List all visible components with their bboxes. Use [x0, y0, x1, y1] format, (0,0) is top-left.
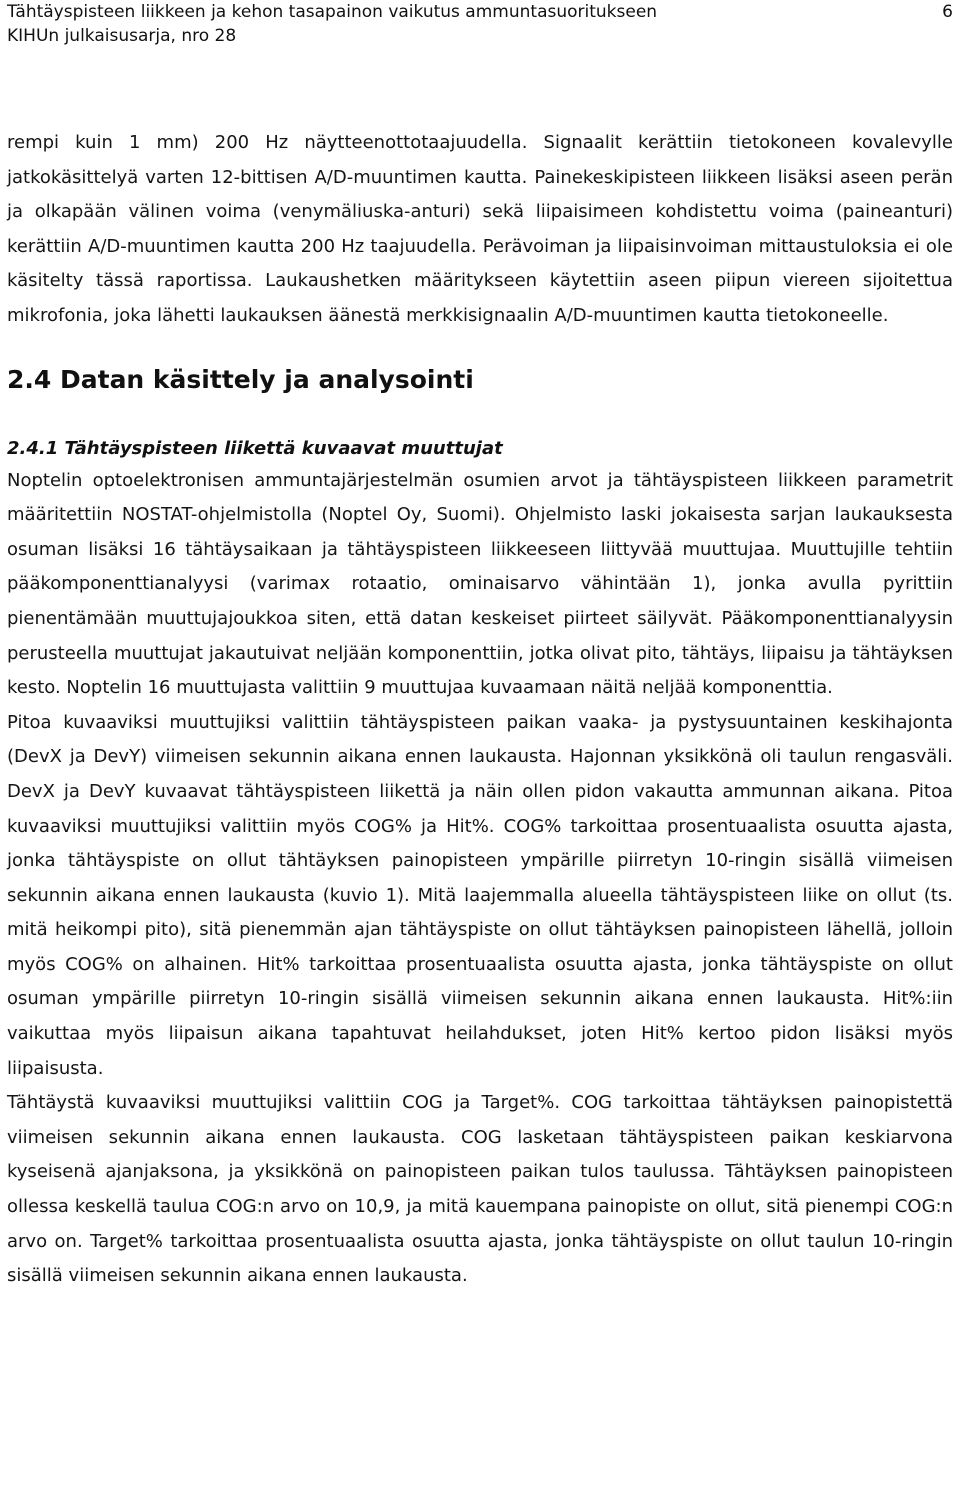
page-body [7, 126, 953, 1294]
document-title: Tähtäyspisteen liikkeen ja kehon tasapainon vaikutus ammuntasuoritukseen [7, 2, 658, 22]
page-number: 6 [942, 2, 953, 22]
paragraph-pito: Pitoa kuvaaviksi muuttujiksi valittiin tähtäyspisteen paikan vaaka- ja pystysuuntainen keskihajonta (DevX ja DevY) viimeisen sekunnin aikana ennen laukausta. Hajonnan yksikkönä oli taulun rengasväli. DevX ja DevY kuvaavat tähtäyspisteen liikettä ja näin ollen pidon vakautta ammunnan aikana. Pitoa kuvaaviksi muuttujiksi valittiin myös COG% ja Hit%. COG% tarkoittaa prosentuaalista osuutta ajasta, jonka tähtäyspiste on ollut tähtäyksen painopisteen ympärille piirretyn 10-ringin sisällä viimeisen sekunnin aikana ennen laukausta (kuvio 1). Mitä laajemmalla alueella tähtäyspisteen liike on ollut (ts. mitä heikompi pito), sitä pienemmän ajan tähtäyspiste on ollut tähtäyksen painopisteen lähellä, jolloin myös COG% on alhainen. Hit% tarkoittaa prosentuaalista osuutta ajasta, jonka tähtäyspiste on ollut osuman ympärille piirretyn 10-ringin sisällä viimeisen sekunnin aikana ennen laukausta. Hit%:iin vaikuttaa myös liipaisun aikana tapahtuvat heilahdukset, joten Hit% kertoo pidon lisäksi myös liipaisusta. [7, 711, 953, 1079]
paragraph-nostat: Noptelin optoelektronisen ammuntajärjestelmän osumien arvot ja tähtäyspisteen liikkeen parametrit määritettiin NOSTAT-ohjelmistolla (Noptel Oy, Suomi). Ohjelmisto laski jokaisesta sarjan laukauksesta osuman lisäksi 16 tähtäysaikaan ja tähtäyspisteen liikkeeseen liittyvää muuttujaa. Muuttujille tehtiin pääkomponenttianalyysi (varimax rotaatio, ominaisarvo vähintään 1), jonka avulla pyrittiin pienentämään muuttujajoukkoa siten, että datan keskeiset piirteet säilyvät. Pääkomponenttianalyysin perusteella muuttujat jakautuivat neljään komponenttiin, jotka olivat pito, tähtäys, liipaisu ja tähtäyksen kesto. Noptelin 16 muuttujasta valittiin 9 muuttujaa kuvaamaan näitä neljää komponenttia. [7, 469, 953, 699]
subsection-heading: 2.4.1 Tähtäyspisteen liikettä kuvaavat muuttujat [7, 437, 503, 459]
publication-series: KIHUn julkaisusarja, nro 28 [7, 26, 237, 46]
intro-paragraph: rempi kuin 1 mm) 200 Hz näytteenottotaajuudella. Signaalit kerättiin tietokoneen kovalevylle jatkokäsittelyä varten 12-bittisen A/D-muuntimen kautta. Painekeskipisteen liikkeen lisäksi aseen perän ja olkapään välinen voima (venymäliuska-anturi) sekä liipaisimeen kohdistettu voima (paineanturi) kerättiin A/D-muuntimen kautta 200 Hz taajuudella. Perävoiman ja liipaisinvoiman mittaustuloksia ei ole käsitelty tässä raportissa. Laukaushetken määritykseen käytettiin aseen piipun viereen sijoitettua mikrofonia, joka lähetti laukauksen äänestä merkkisignaalin A/D-muuntimen kautta tietokoneelle. [7, 132, 953, 326]
section-heading: 2.4 Datan käsittely ja analysointi [7, 364, 474, 394]
paragraph-tahtays: Tähtäystä kuvaaviksi muuttujiksi valittiin COG ja Target%. COG tarkoittaa tähtäyksen painopistettä viimeisen sekunnin aikana ennen laukausta. COG lasketaan tähtäyspisteen paikan keskiarvona kyseisenä ajanjaksona, ja yksikkönä on painopisteen paikan tulos taulussa. Tähtäyksen painopisteen ollessa keskellä taulua COG:n arvo on 10,9, ja mitä kauempana painopiste on ollut, sitä pienempi COG:n arvo on. Target% tarkoittaa prosentuaalista osuutta ajasta, jonka tähtäyspiste on ollut taulun 10-ringin sisällä viimeisen sekunnin aikana ennen laukausta. [7, 1092, 953, 1287]
